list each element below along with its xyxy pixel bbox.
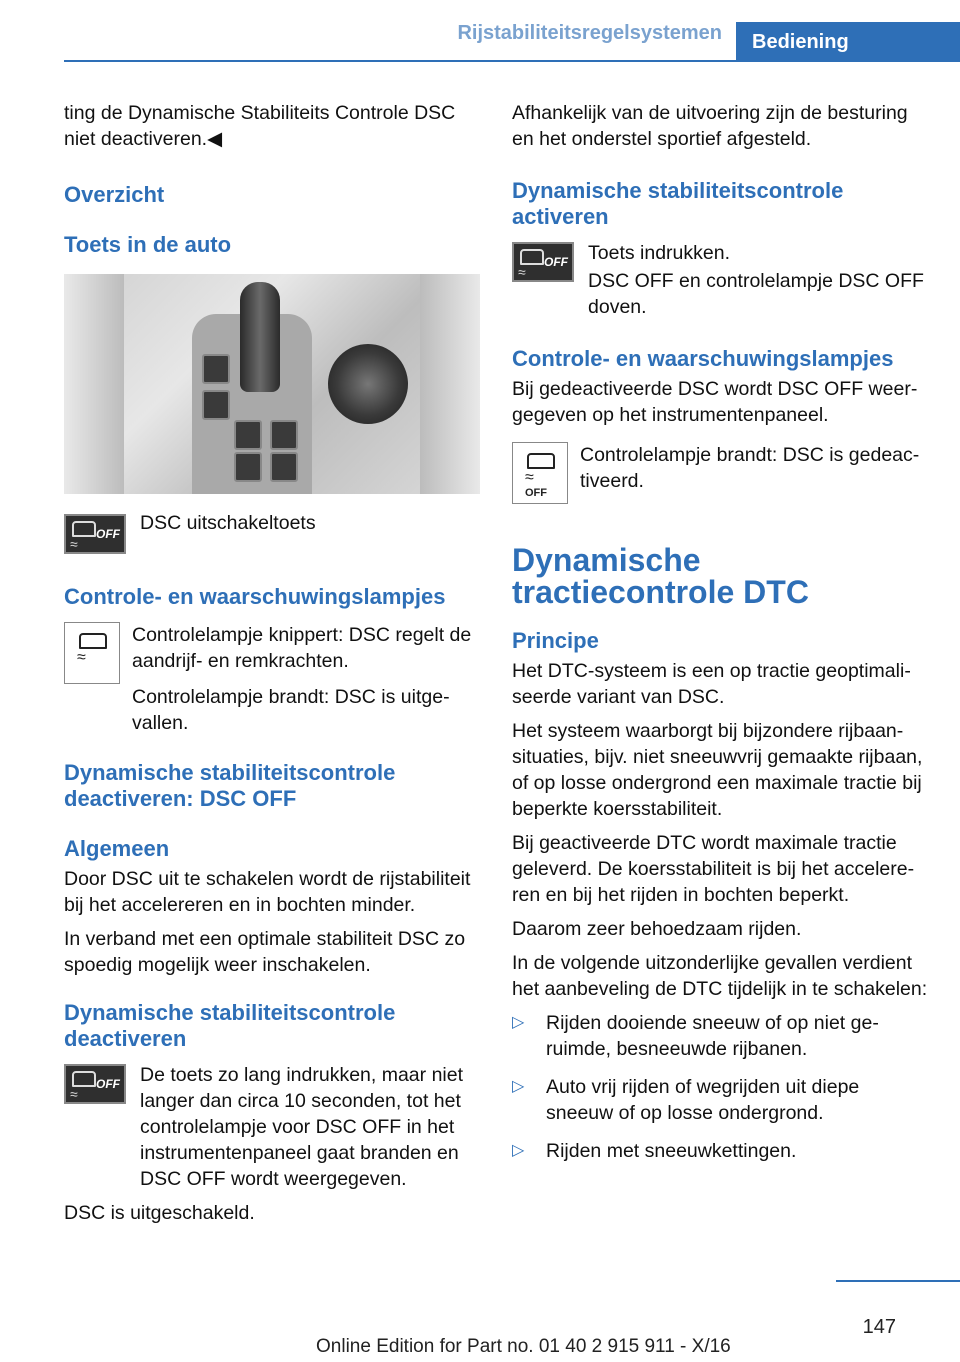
- car-outline-icon: [72, 1071, 96, 1087]
- heading-overzicht: Overzicht: [64, 182, 165, 207]
- triangle-bullet-icon: ▷: [512, 1078, 525, 1095]
- list-item: ▷ Auto vrij rijden of wegrijden uit diepe sneeuw of op losse ondergrond.: [512, 1076, 860, 1124]
- photo-right-trim: [420, 274, 480, 494]
- activate-step: Toets indrukken.: [588, 242, 730, 264]
- list-item: ▷ Rijden met sneeuwkettingen.: [512, 1140, 797, 1162]
- console-button: [270, 452, 298, 482]
- heading-dtc: Dynamische tractiecontrole DTC: [512, 542, 809, 610]
- section-title: Rijstabiliteitsregelsystemen: [457, 22, 722, 44]
- lamp-text-blinking: Controlelampje knippert: DSC regelt de aandrijf- en remkrachten.: [132, 624, 472, 672]
- dsc-off-lamp-row: [512, 442, 928, 504]
- controle-paragraph: Bij gedeactiveerde DSC wordt DSC OFF weergegeven op het instrumentenpaneel.: [512, 378, 918, 426]
- skid-lines-icon: ≈: [77, 649, 86, 666]
- photo-caption: DSC uitschakeltoets: [140, 512, 316, 534]
- off-label: OFF: [525, 487, 547, 499]
- principe-paragraph-3: Bij geactiveerde DTC wordt maximale tractie geleverd. De koersstabiliteit is bij het accelereren en bij het rijden in bochten beperkt.: [512, 832, 915, 906]
- page-header: [0, 0, 960, 62]
- heading-controle-right: Controle- en waarschuwingslampjes: [512, 346, 894, 371]
- dtc-situations-list: [512, 1010, 928, 1164]
- heading-deactiveren-dsc-off: Dynamische stabiliteitscontrole deactiveren: DSC OFF: [64, 760, 396, 811]
- skid-lines-icon: ≈: [70, 536, 78, 552]
- heading-principe: Principe: [512, 628, 599, 653]
- activate-result: DSC OFF en controlelampje DSC OFF doven.: [588, 270, 924, 318]
- photo-left-trim: [64, 274, 124, 494]
- gear-selector: [240, 282, 280, 392]
- dsc-off-button: [234, 452, 262, 482]
- algemeen-paragraph-1: Door DSC uit te schakelen wordt de rijstabiliteit bij het accelereren en in bochten minder.: [64, 868, 471, 916]
- caption-row: [64, 512, 482, 554]
- page-number: 147: [862, 1316, 896, 1338]
- console-photo: [64, 274, 480, 494]
- header-rule: [64, 60, 960, 62]
- deact-result: DSC is uitgeschakeld.: [64, 1202, 255, 1224]
- left-column: [64, 100, 482, 1238]
- lamp-row: [64, 622, 482, 684]
- heading-controle: Controle- en waarschuwingslampjes: [64, 584, 446, 609]
- car-outline-icon: [520, 249, 544, 265]
- skid-lines-icon: ≈: [525, 469, 534, 486]
- triangle-bullet-icon: ▷: [512, 1142, 525, 1159]
- heading-deactiveren: Dynamische stabiliteitscontrole deactiveren: [64, 1000, 396, 1051]
- skid-lines-icon: ≈: [70, 1086, 78, 1102]
- heading-algemeen: Algemeen: [64, 836, 170, 861]
- off-label: OFF: [96, 527, 120, 541]
- car-outline-icon: [72, 521, 96, 537]
- dsc-off-lamp-icon: [512, 442, 568, 504]
- skid-lines-icon: ≈: [518, 264, 526, 280]
- right-column: [512, 100, 928, 1176]
- algemeen-paragraph-2: In verband met een optimale stabiliteit DSC zo spoedig mogelijk weer inschakelen.: [64, 928, 466, 976]
- console-button: [270, 420, 298, 450]
- right-intro-text: Afhankelijk van de uitvoering zijn de besturing en het onderstel sportief afgesteld.: [512, 102, 908, 150]
- principe-paragraph-5: In de volgende uitzonderlijke gevallen verdient het aanbeveling de DTC tijdelijk in te schakelen:: [512, 952, 928, 1000]
- off-label: OFF: [96, 1077, 120, 1091]
- car-outline-icon: [527, 453, 555, 469]
- console-button: [234, 420, 262, 450]
- deact-row: [64, 1062, 482, 1200]
- heading-toets: Toets in de auto: [64, 232, 232, 257]
- edition-footer: Online Edition for Part no. 01 40 2 915 911 - X/16: [316, 1336, 731, 1357]
- chapter-tab: Bediening: [736, 22, 960, 62]
- dsc-warning-lamp-icon: [64, 622, 120, 684]
- lamp-text-on: Controlelampje brandt: DSC is uitgevallen.: [132, 686, 450, 734]
- heading-activeren: Dynamische stabiliteitscontrole activeren: [512, 178, 844, 229]
- console-button: [202, 354, 230, 384]
- deact-instruction: De toets zo lang indrukken, maar niet langer dan circa 10 seconden, tot het controlelampje voor DSC OFF in het instrumentenpaneel gaat branden en DSC OFF wordt weergegeven.: [140, 1064, 464, 1190]
- list-item: ▷ Rijden dooiende sneeuw of op niet geruimde, besneeuwde rijbanen.: [512, 1012, 879, 1060]
- dsc-off-key-icon: [64, 1064, 126, 1104]
- dsc-off-key-icon: [64, 514, 126, 554]
- principe-paragraph-1: Het DTC-systeem is een op tractie geoptimaliseerde variant van DSC.: [512, 660, 911, 708]
- triangle-bullet-icon: ▷: [512, 1014, 525, 1031]
- controller-knob: [328, 344, 408, 424]
- car-outline-icon: [79, 633, 107, 649]
- console-button: [202, 390, 230, 420]
- lamp-text-deactivated: Controlelampje brandt: DSC is gedeactiveerd.: [580, 444, 920, 492]
- dsc-off-key-icon: [512, 242, 574, 282]
- principe-paragraph-2: Het systeem waarborgt bij bijzondere rijbaansituaties, bijv. niet sneeuwvrij gemaakte rijbaan, of op losse ondergrond een maximale tractie bij beperkte koersstabiliteit.: [512, 720, 923, 820]
- footer-rule: [0, 1280, 960, 1281]
- principe-paragraph-4: Daarom zeer behoedzaam rijden.: [512, 918, 802, 940]
- intro-text: ting de Dynamische Stabiliteits Controle DSC niet deactiveren.◀: [64, 102, 456, 150]
- off-label: OFF: [544, 255, 568, 269]
